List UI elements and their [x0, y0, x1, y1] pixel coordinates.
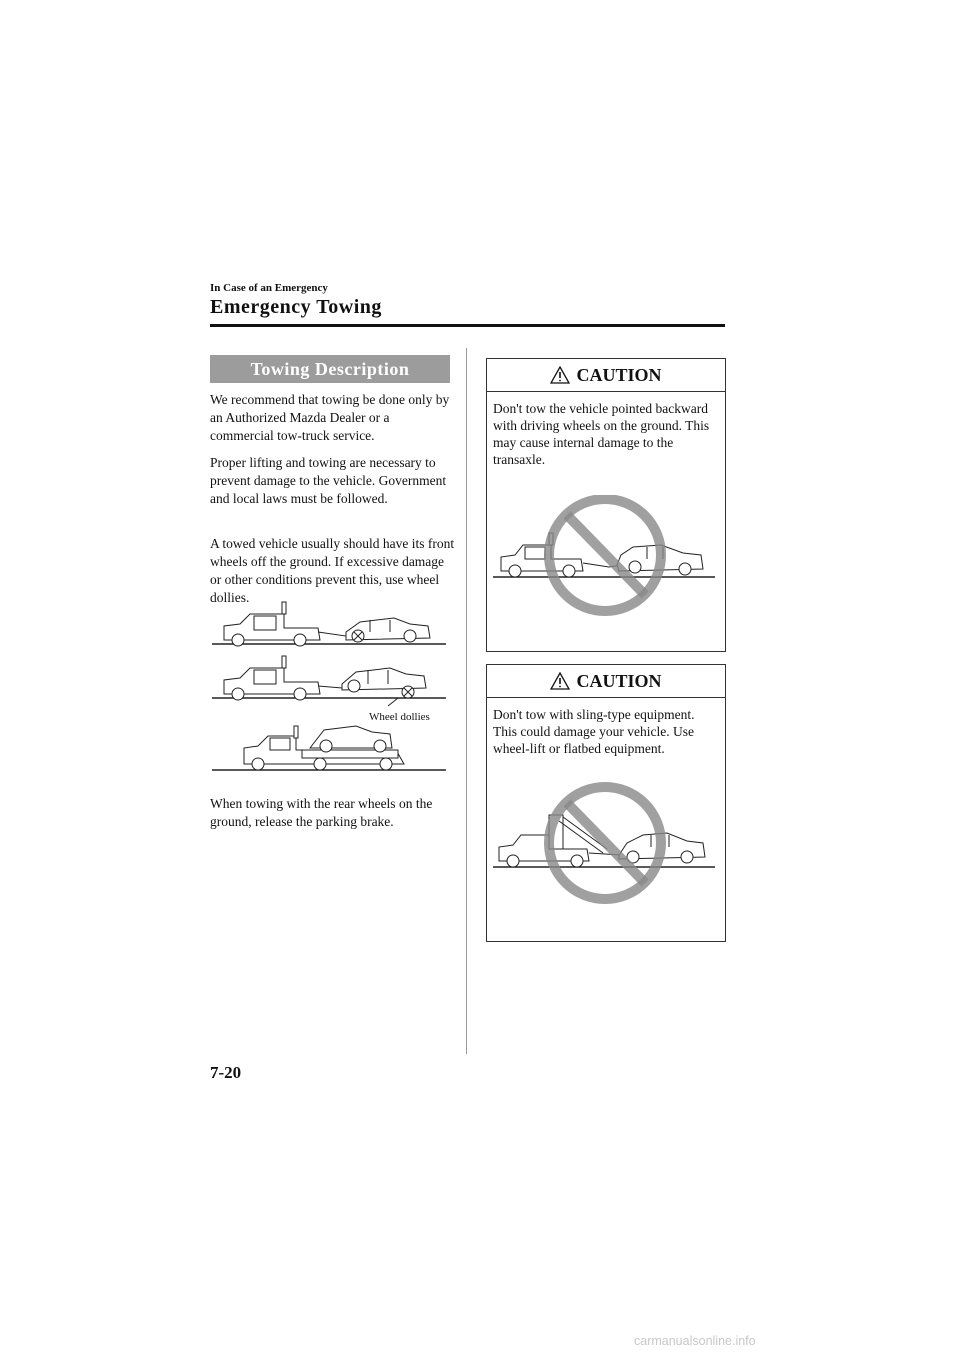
- wheel-dollies-label: Wheel dollies: [369, 711, 430, 723]
- caution-label: CAUTION: [576, 364, 662, 385]
- prohibited-sling-tow-illustration: [487, 777, 725, 916]
- page-number: 7-20: [210, 1063, 242, 1082]
- paragraph-lifting: Proper lifting and towing are necessary to prevent damage to the vehicle. Government and local laws must be followed.: [210, 455, 447, 506]
- caution-text: Don't tow the vehicle pointed backward with driving wheels on the ground. This may cause internal damage to the transaxle.: [493, 401, 710, 467]
- title-rule: [210, 324, 725, 327]
- watermark: carmanualsonline.info: [634, 1334, 756, 1348]
- warning-triangle-icon: [550, 366, 570, 384]
- paragraph-parking-brake: When towing with the rear wheels on the ground, release the parking brake.: [210, 796, 433, 829]
- caution-text: Don't tow with sling-type equipment. This could damage your vehicle. Use wheel-lift or flatbed equipment.: [493, 707, 695, 756]
- towing-description-banner: Towing Description: [210, 355, 450, 383]
- towing-methods-illustration: [210, 598, 450, 778]
- caution-heading: [487, 359, 725, 392]
- paragraph-recommend: We recommend that towing be done only by an Authorized Mazda Dealer or a commercial tow-truck service.: [210, 392, 450, 443]
- prohibited-backward-tow-illustration: [487, 495, 725, 624]
- paragraph-front-wheels: A towed vehicle usually should have its front wheels off the ground. If excessive damage or other conditions prevent this, use wheel dollies.: [210, 536, 455, 605]
- section-label: In Case of an Emergency: [210, 282, 328, 294]
- caution-box-backward: [486, 358, 726, 652]
- caution-label: CAUTION: [576, 670, 662, 691]
- page-title: Emergency Towing: [210, 296, 382, 318]
- warning-triangle-icon: [550, 672, 570, 690]
- column-divider: [466, 348, 467, 1054]
- caution-box-sling: [486, 664, 726, 942]
- caution-heading: [487, 665, 725, 698]
